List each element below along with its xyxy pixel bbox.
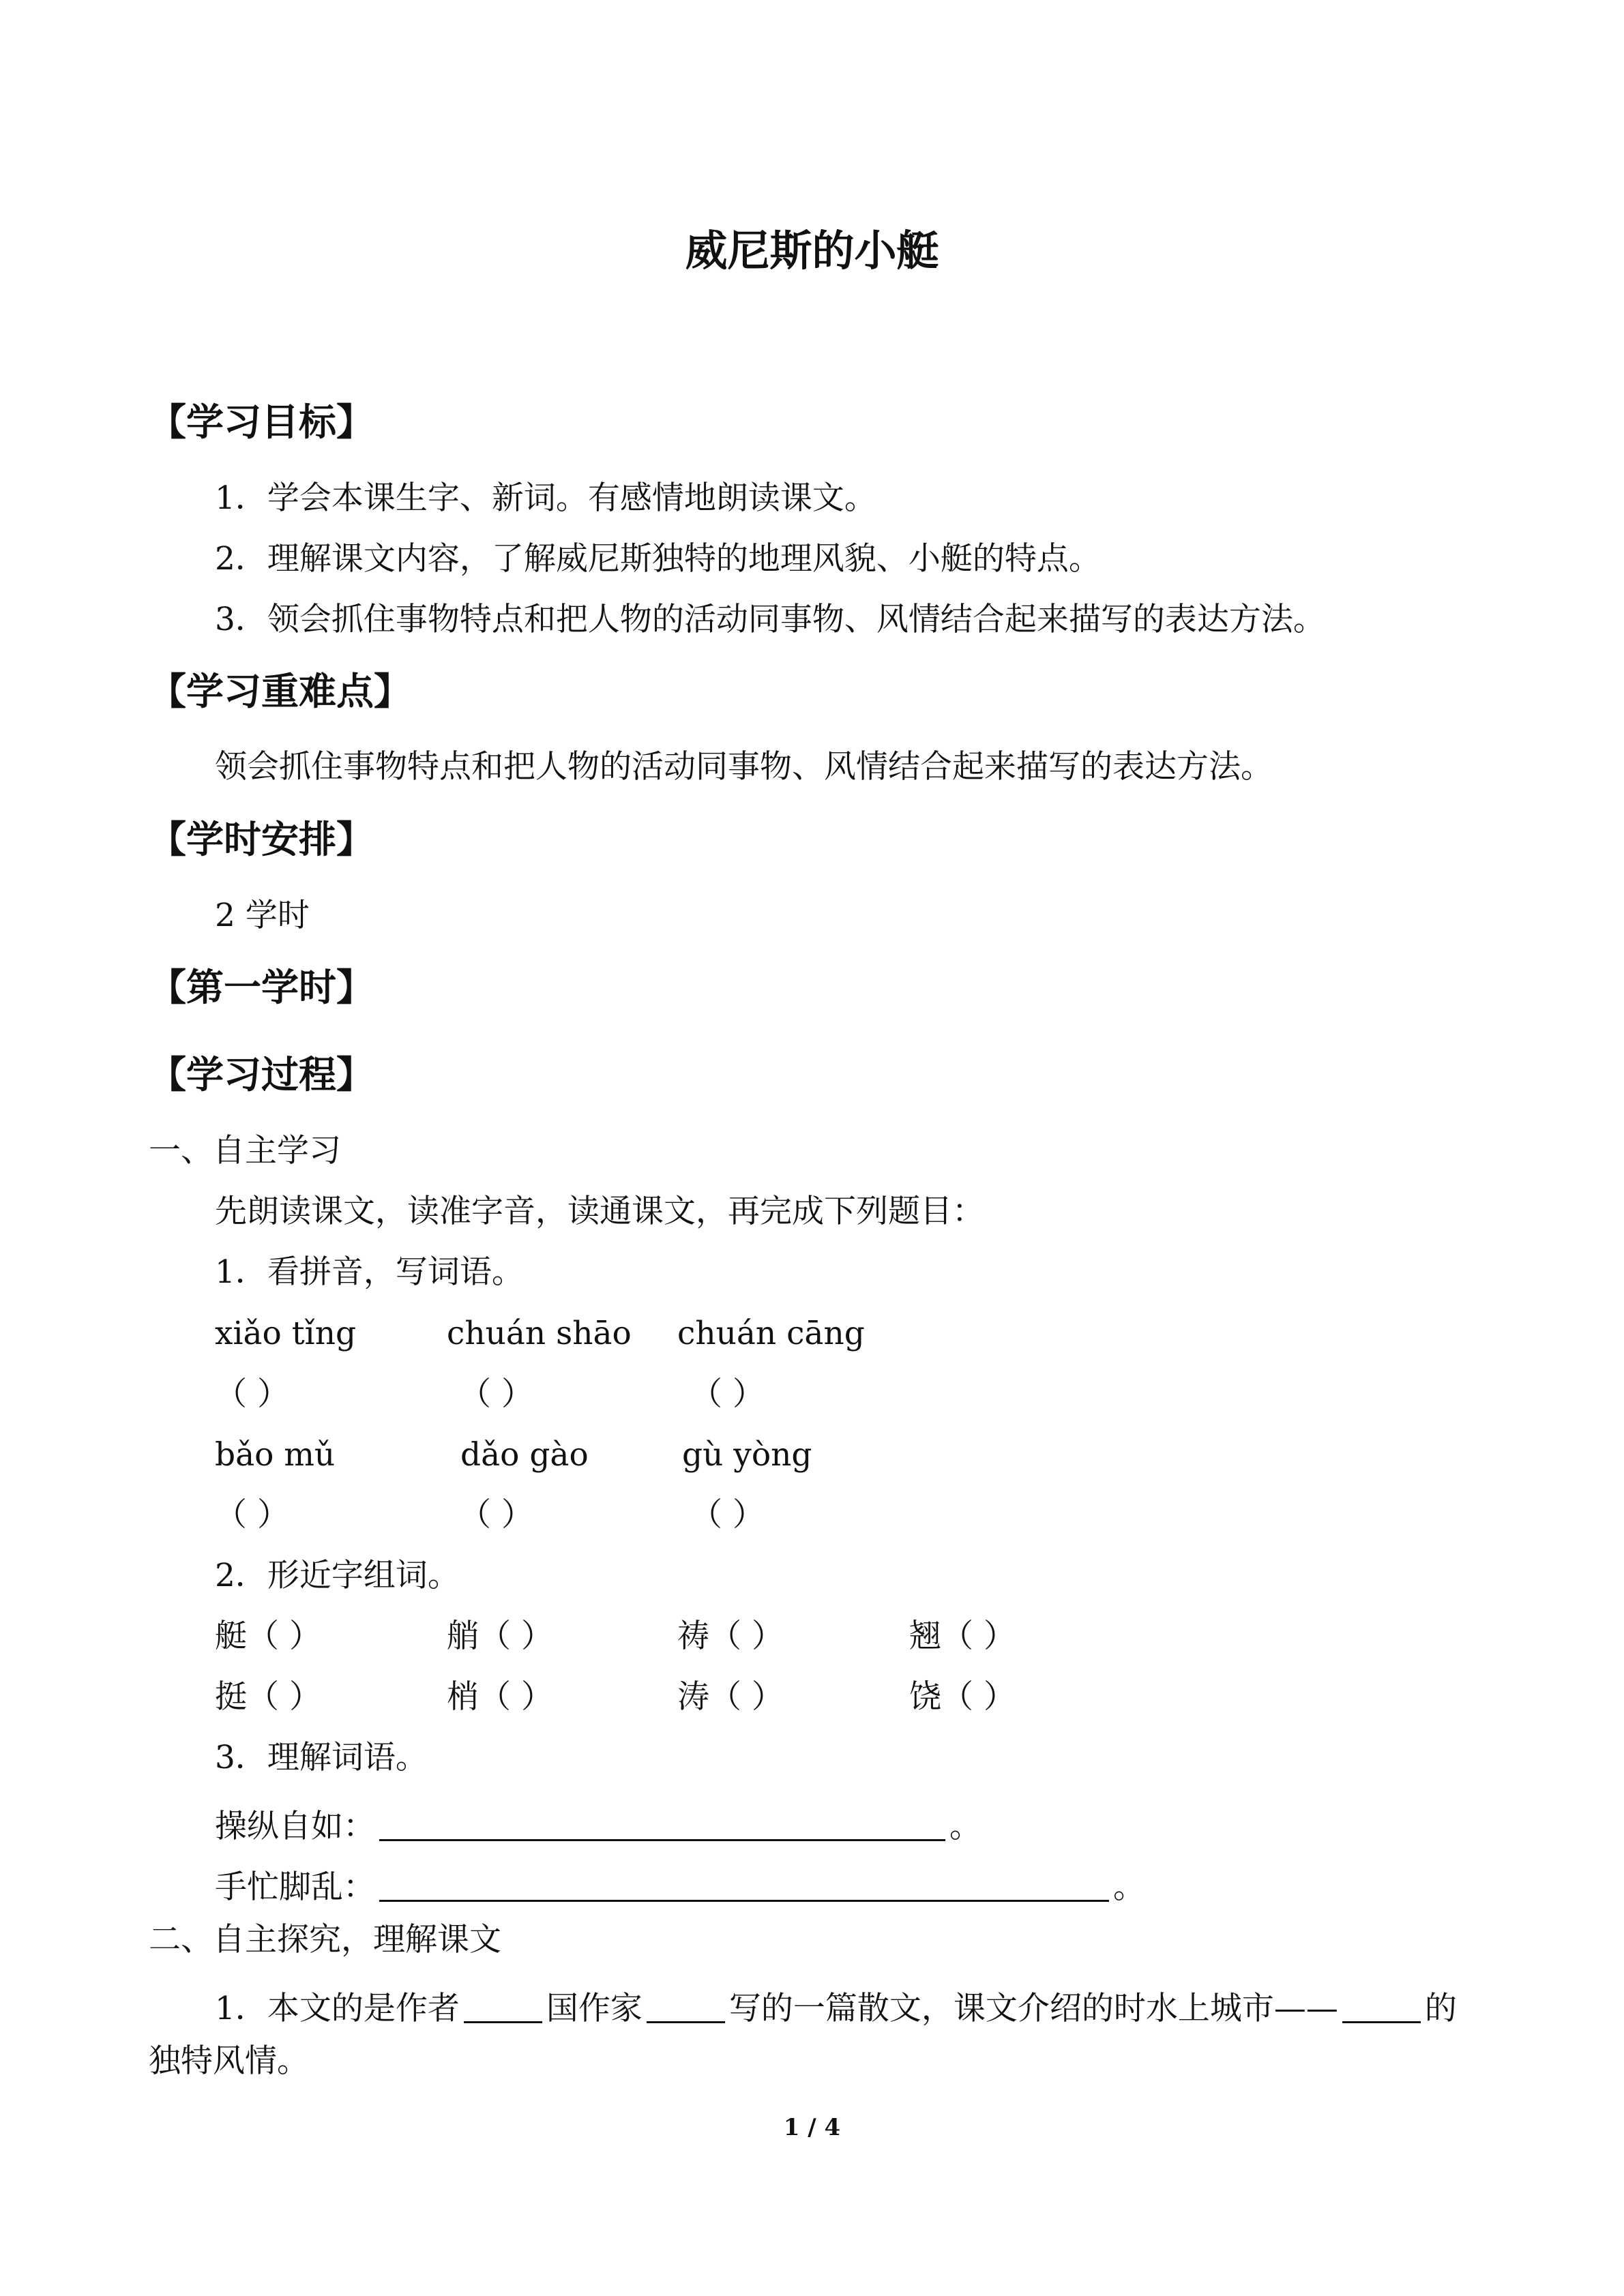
char-item: 艄（ ） [447,1617,553,1655]
objective-3: 3．领会抓住事物特点和把人物的活动同事物、风情结合起来描写的表达方法。 [215,601,1325,638]
difficulty-text: 领会抓住事物特点和把人物的活动同事物、风情结合起来描写的表达方法。 [215,748,1273,786]
answer-bracket: （ ） [459,1375,533,1413]
period: 。 [1113,1868,1145,1906]
objective-1: 1．学会本课生字、新词。有感情地朗读课文。 [215,479,876,517]
pinyin-2: chuán shāo [447,1315,632,1352]
part2-title: 二、自主探究，理解课文 [149,1921,501,1958]
text-segment: 写的一篇散文，课文介绍的时水上城市—— [728,1990,1338,2027]
answer-blank[interactable] [464,1986,542,2023]
answer-blank[interactable] [379,1864,1109,1902]
pinyin-5: dǎo gào [460,1436,589,1474]
pinyin-3: chuán cāng [677,1315,865,1352]
objectives-heading: 【学习目标】 [149,400,374,444]
answer-blank[interactable] [379,1804,945,1841]
part2-question-1-cont: 独特风情。 [149,2042,309,2080]
char-item: 艇（ ） [215,1617,321,1655]
page-number: 1 / 4 [783,2114,841,2141]
process-heading: 【学习过程】 [149,1053,374,1097]
term-2-line [215,1860,1145,1907]
pinyin-4: bǎo mǔ [215,1436,336,1474]
schedule-text: 2 学时 [215,897,310,934]
text-segment: 国作家 [546,1990,643,2027]
answer-blank[interactable] [647,1986,725,2023]
answer-bracket: （ ） [215,1375,289,1413]
char-item: 饶（ ） [909,1678,1016,1716]
answer-bracket: （ ） [690,1496,765,1534]
char-item: 梢（ ） [447,1678,553,1716]
char-item: 挺（ ） [215,1678,321,1716]
question-2: 2．形近字组词。 [215,1557,460,1594]
question-3: 3．理解词语。 [215,1739,428,1776]
page-title: 威尼斯的小艇 [685,226,939,275]
term-1-label: 操纵自如： [215,1808,375,1845]
answer-bracket: （ ） [215,1496,289,1534]
char-item: 翘（ ） [909,1617,1016,1655]
part1-title: 一、自主学习 [149,1132,341,1169]
text-segment: 1．本文的是作者 [215,1990,460,2027]
question-1: 1．看拼音，写词语。 [215,1253,524,1291]
char-item: 祷（ ） [677,1617,784,1655]
part2-question-1 [215,1982,1457,2028]
part1-intro: 先朗读课文，读准字音，读通课文，再完成下列题目： [215,1193,984,1230]
lesson1-heading: 【第一学时】 [149,966,374,1009]
period: 。 [949,1808,981,1845]
term-1-line [215,1800,981,1846]
objective-2: 2．理解课文内容，了解威尼斯独特的地理风貌、小艇的特点。 [215,540,1101,578]
pinyin-1: xiǎo tǐng [215,1315,357,1352]
schedule-heading: 【学时安排】 [149,818,374,861]
difficulty-heading: 【学习重难点】 [149,670,412,713]
term-2-label: 手忙脚乱： [215,1868,375,1906]
pinyin-6: gù yòng [682,1436,812,1474]
answer-blank[interactable] [1342,1986,1421,2023]
answer-bracket: （ ） [459,1496,533,1534]
answer-bracket: （ ） [690,1375,765,1413]
text-segment: 的 [1424,1990,1457,2027]
char-item: 涛（ ） [677,1678,784,1716]
